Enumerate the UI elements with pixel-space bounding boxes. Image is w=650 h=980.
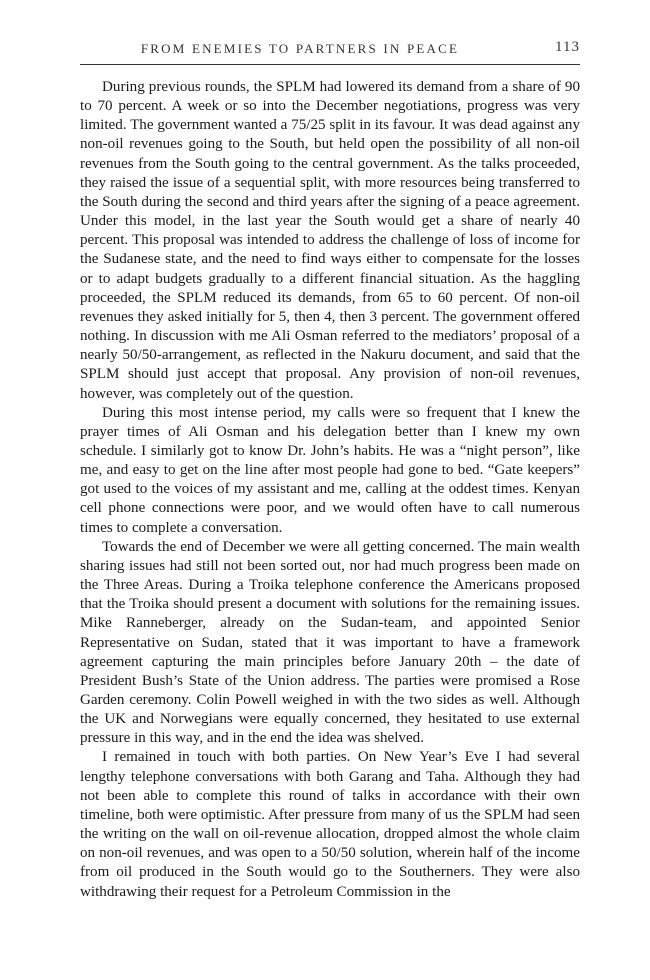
page-number: 113 [555, 39, 580, 55]
paragraph: During previous rounds, the SPLM had lowered its demand from a share of 90 to 70 percent. A week or so into the December negotiations, progress was very limited. The government wanted a 75/25 split in its favour. It was dead against any non-oil revenues going to the South, but held open the possibility of all non-oil revenues from the South going to the central government. As the talks proceeded, they raised the issue of a sequential split, with more resources being transferred to the South during the second and third years after the signing of a peace agreement. Under this model, in the last year the South would get a share of nearly 40 percent. This proposal was intended to address the challenge of loss of income for the Sudanese state, and the need to find ways either to compensate for the losses or to adapt budgets gradually to a different financial situation. As the haggling proceeded, the SPLM reduced its demands, from 65 to 60 percent. Of non-oil revenues they asked initially for 5, then 4, then 3 percent. The government offered nothing. In discussion with me Ali Osman referred to the mediators’ proposal of a nearly 50/50-arrangement, as reflected in the Nakuru document, and said that the SPLM should just accept that proposal. Any provision of non-oil revenues, however, was completely out of the question. [80, 79, 580, 402]
paragraph: During this most intense period, my calls were so frequent that I knew the prayer times of Ali Osman and his delegation better than I knew my own schedule. I similarly got to know Dr. John’s habits. He was a “night person”, like me, and easy to get on the line after most people had gone to bed. “Gate keepers” got used to the voices of my assistant and me, calling at the oddest times. Kenyan cell phone connections were poor, and we would often have to call numerous times to complete a conversation. [80, 404, 580, 536]
paragraph: Towards the end of December we were all getting concerned. The main wealth sharing issues had still not been sorted out, nor had much progress been made on the Three Areas. During a Troika telephone conference the Americans proposed that the Troika should present a document with solutions for the remaining issues. Mike Ranneberger, already on the Sudan-team, and appointed Senior Representative on Sudan, stated that it was important to have a framework agreement capturing the main principles before January 20th – the date of President Bush’s State of the Union address. The parties were promised a Rose Garden ceremony. Colin Powell weighed in with the two sides as well. Although the UK and Norwegians were equally concerned, they hesitated to use external pressure in this way, and in the end the idea was shelved. [80, 538, 580, 747]
paragraph: I remained in touch with both parties. On New Year’s Eve I had several lengthy telephone conversations with both Garang and Taha. Although they had not been able to complete this round of talks in accordance with their own timeline, both were optimistic. After pressure from many of us the SPLM had seen the writing on the wall on oil-revenue allocation, dropped almost the whole claim on non-oil revenues, and was open to a 50/50 solution, wherein half of the income from oil produced in the South would go to the Southerners. They were also withdrawing their request for a Petroleum Commission in the [80, 749, 580, 900]
body-text [80, 78, 580, 902]
running-header [80, 38, 580, 65]
running-title: FROM ENEMIES TO PARTNERS IN PEACE [140, 41, 460, 56]
